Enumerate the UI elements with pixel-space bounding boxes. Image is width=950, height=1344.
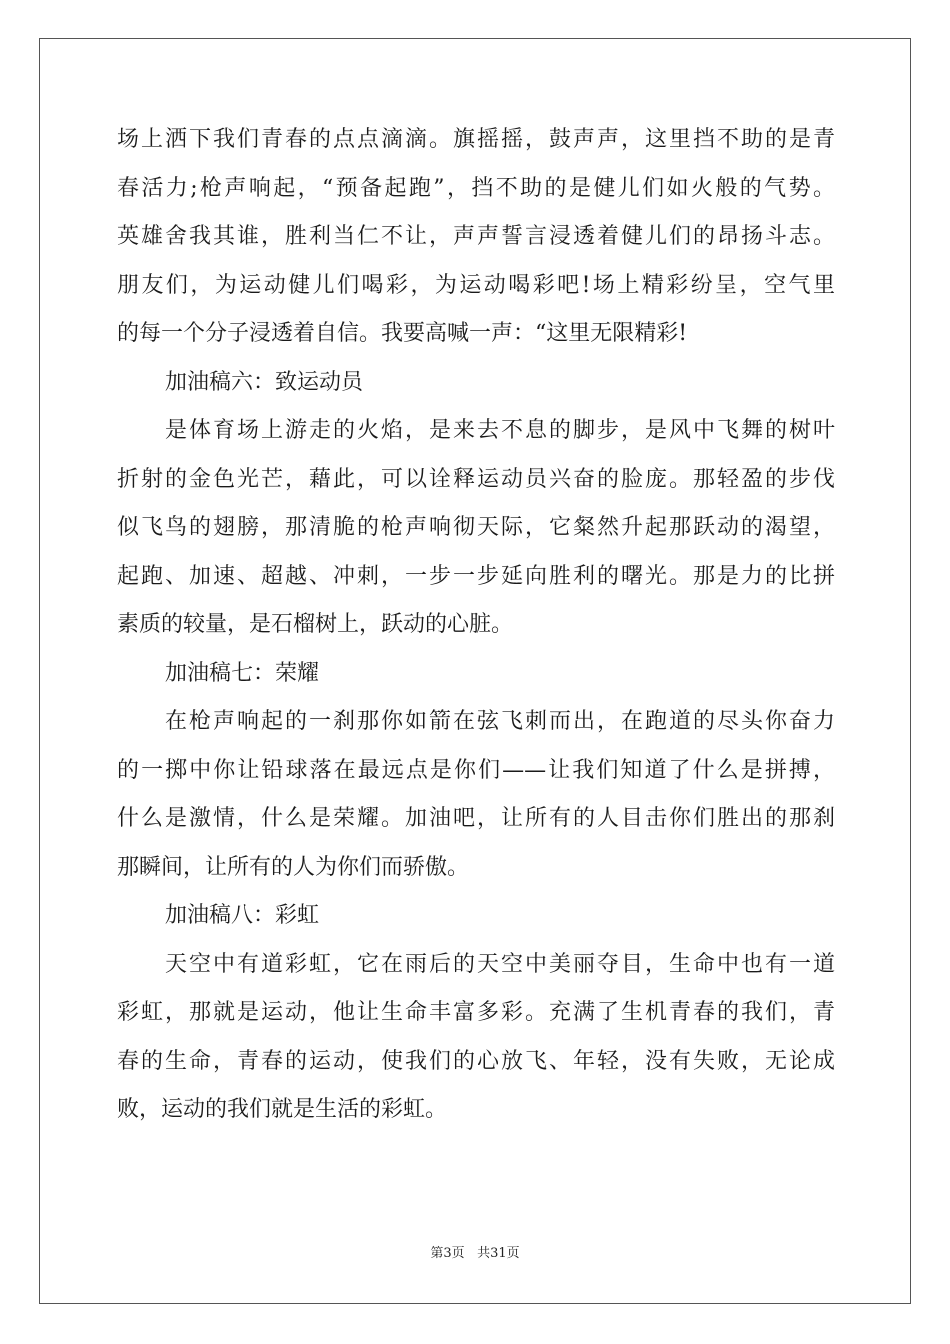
text-line: 折射的金色光芒，藉此，可以诠释运动员兴奋的脸庞。那轻盈的步伐 (117, 466, 835, 492)
text-line: 素质的较量，是石榴树上，跃动的心脏。 (117, 612, 514, 637)
text-line: 彩虹，那就是运动，他让生命丰富多彩。充满了生机青春的我们，青 (117, 1000, 835, 1025)
text-line: 是体育场上游走的火焰，是来去不息的脚步，是风中飞舞的树叶 (165, 418, 835, 443)
page-footer (0, 1246, 950, 1262)
text-line: 加油稿八：彩虹 (165, 903, 320, 928)
text-line: 什么是激情，什么是荣耀。加油吧，让所有的人目击你们胜出的那刹 (117, 806, 835, 831)
page-total: 共31页 (477, 1246, 520, 1261)
text-line: 起跑、加速、超越、冲刺，一步一步延向胜利的曙光。那是力的比拼 (117, 563, 835, 589)
text-line: 的一掷中你让铅球落在最远点是你们——让我们知道了什么是拼搏， (117, 757, 835, 783)
text-line: 天空中有道彩虹，它在雨后的天空中美丽夺目，生命中也有一道 (165, 951, 835, 977)
text-line: 那瞬间，让所有的人为你们而骄傲。 (117, 854, 470, 880)
page-number: 第3页 (430, 1246, 465, 1261)
text-line: 的每一个分子浸透着自信。我要高喊一声：“这里无限精彩! (117, 321, 688, 346)
document-body (117, 128, 835, 1147)
text-line: 春活力;枪声响起，“预备起跑”，挡不助的是健儿们如火般的气势。 (117, 175, 835, 201)
text-line: 加油稿七：荣耀 (165, 660, 320, 686)
text-line: 败，运动的我们就是生活的彩虹。 (117, 1097, 448, 1122)
text-line: 朋友们，为运动健儿们喝彩，为运动喝彩吧!场上精彩纷呈，空气里 (117, 272, 835, 298)
text-line: 春的生命，青春的运动，使我们的心放飞、年轻，没有失败，无论成 (117, 1048, 835, 1074)
text-line: 在枪声响起的一刹那你如箭在弦飞刺而出，在跑道的尽头你奋力 (165, 709, 835, 734)
text-line: 场上洒下我们青春的点点滴滴。旗摇摇，鼓声声，这里挡不助的是青 (117, 127, 835, 152)
text-line: 加油稿六：致运动员 (165, 369, 364, 395)
text-line: 似飞鸟的翅膀，那清脆的枪声响彻天际，它粲然升起那跃动的渴望， (117, 515, 835, 540)
text-line: 英雄舍我其谁，胜利当仁不让，声声誓言浸透着健儿们的昂扬斗志。 (117, 224, 835, 249)
